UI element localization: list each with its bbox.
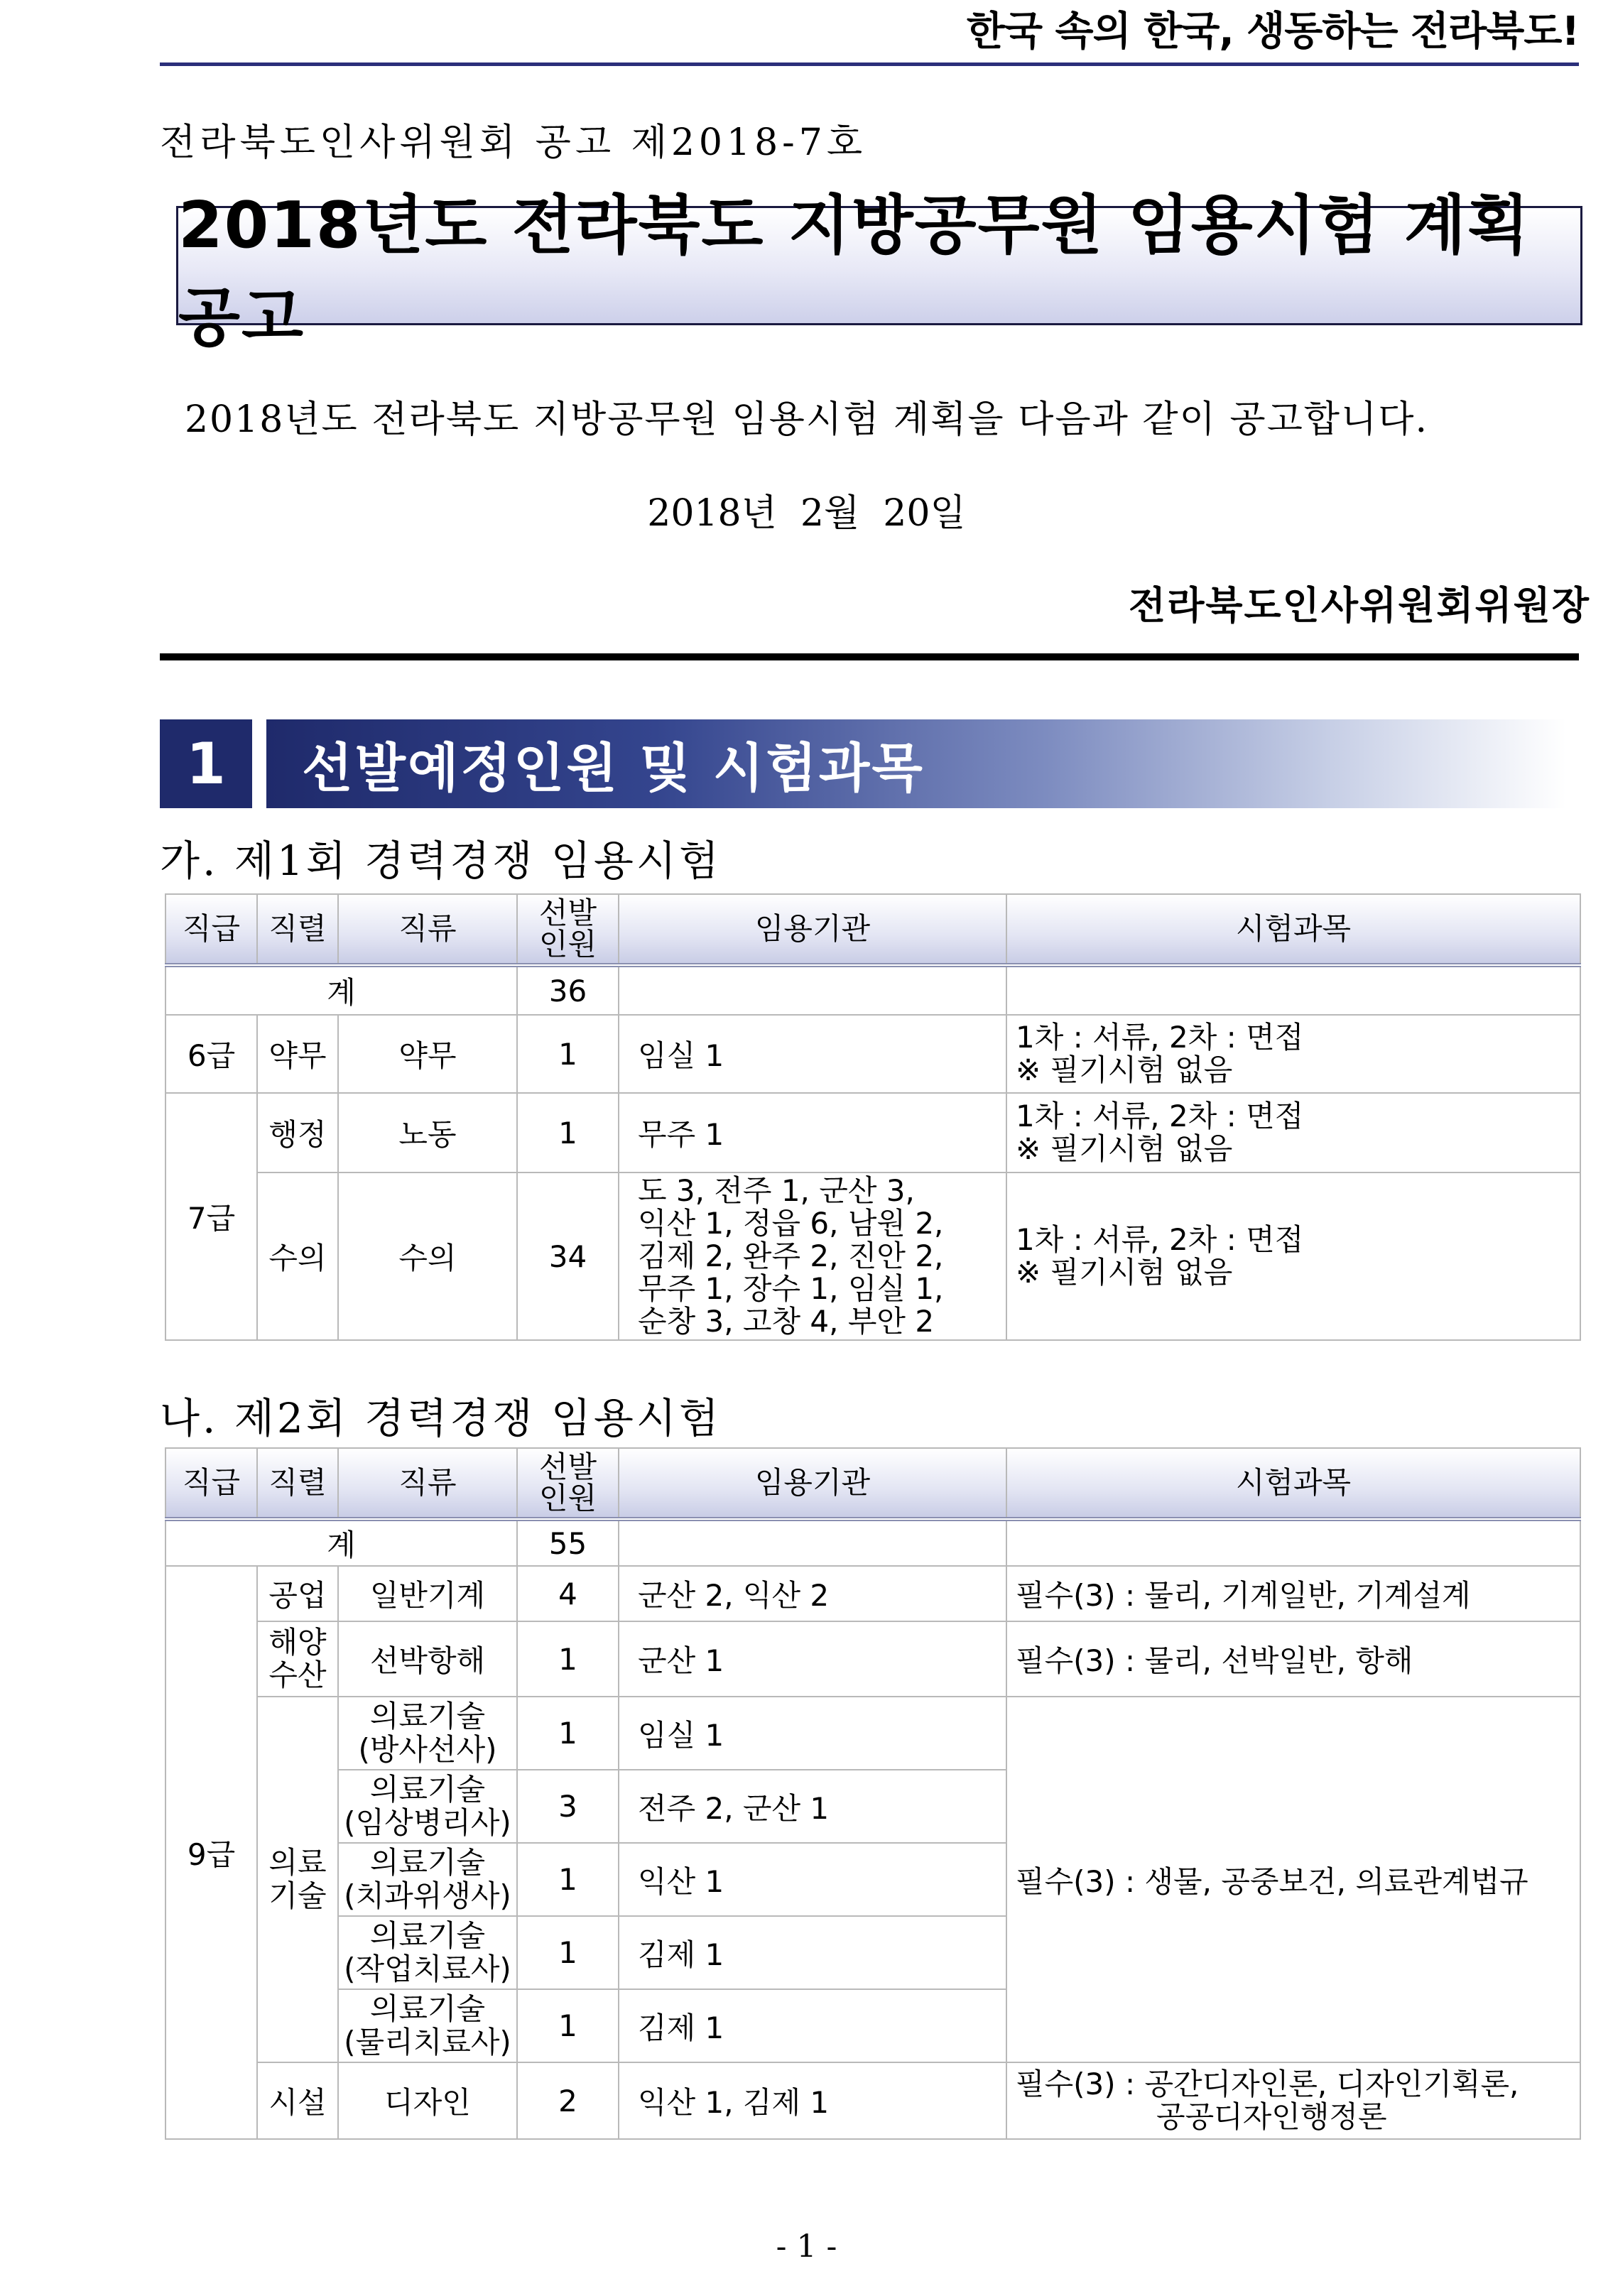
- subjects-cell: 1차 : 서류, 2차 : 면접 ※ 필기시험 없음: [1006, 1173, 1580, 1340]
- count-cell: 1: [517, 1015, 619, 1093]
- subjects-cell: 필수(3) : 물리, 기계일반, 기계설계: [1006, 1566, 1580, 1621]
- intro-text: 2018년도 전라북도 지방공무원 임용시험 계획을 다음과 같이 공고합니다.: [184, 398, 1429, 441]
- series-cell: 행정: [257, 1093, 338, 1173]
- header-count: 선발 인원: [517, 1448, 619, 1519]
- class-cell: 의료기술 (방사선사): [338, 1697, 517, 1770]
- class-cell: 약무: [338, 1015, 517, 1093]
- section-title: 선발예정인원 및 시험과목: [302, 737, 925, 799]
- subjects-cell: 1차 : 서류, 2차 : 면접 ※ 필기시험 없음: [1006, 1093, 1580, 1173]
- header-series: 직렬: [257, 1448, 338, 1519]
- header-class: 직류: [338, 894, 517, 965]
- signer: 전라북도인사위원회위원장: [1129, 582, 1590, 628]
- header-subjects: 시험과목: [1006, 1448, 1580, 1519]
- total-row: [165, 965, 1580, 1015]
- section-header: [266, 719, 1566, 808]
- table-row: [165, 1093, 1580, 1173]
- notice-number: 전라북도인사위원회 공고 제2018-7호: [160, 121, 867, 164]
- count-cell: 1: [517, 1989, 619, 2062]
- agency-cell: 임실 1: [619, 1697, 1006, 1770]
- header-subjects: 시험과목: [1006, 894, 1580, 965]
- class-cell: 디자인: [338, 2062, 517, 2139]
- agency-cell: 무주 1: [619, 1093, 1006, 1173]
- agency-cell: 도 3, 전주 1, 군산 3, 익산 1, 정읍 6, 남원 2, 김제 2, 완주 2, 진안 2, 무주 1, 장수 1, 임실 1, 순창 3, 고창 4, 부안 2: [619, 1173, 1006, 1340]
- notice-date: 2018년 2월 20일: [647, 492, 966, 535]
- header-rule: [160, 62, 1579, 66]
- agency-cell: 임실 1: [619, 1015, 1006, 1093]
- class-cell: 노동: [338, 1093, 517, 1173]
- series-cell: 약무: [257, 1015, 338, 1093]
- exam-2-table: [165, 1447, 1581, 2140]
- class-cell: 일반기계: [338, 1566, 517, 1621]
- series-cell: 시설: [257, 2062, 338, 2139]
- count-cell: 1: [517, 1621, 619, 1697]
- header-agency: 임용기관: [619, 894, 1006, 965]
- total-label: 계: [165, 1519, 517, 1566]
- page-title: 2018년도 전라북도 지방공무원 임용시험 계획 공고: [178, 188, 1531, 355]
- header-agency: 임용기관: [619, 1448, 1006, 1519]
- divider: [160, 653, 1579, 660]
- grade-cell: 7급: [165, 1093, 257, 1340]
- count-cell: 1: [517, 1843, 619, 1916]
- exam-1-table: [165, 893, 1581, 1341]
- page-number: - 1 -: [776, 2229, 837, 2265]
- count-cell: 4: [517, 1566, 619, 1621]
- agency-cell: 김제 1: [619, 1916, 1006, 1989]
- subheading-exam-2: 나. 제2회 경력경쟁 임용시험: [160, 1394, 722, 1442]
- total-row: [165, 1519, 1580, 1566]
- table-row: [165, 1173, 1580, 1340]
- count-cell: 1: [517, 1093, 619, 1173]
- class-cell: 선박항해: [338, 1621, 517, 1697]
- count-cell: 1: [517, 1697, 619, 1770]
- grade-cell: 6급: [165, 1015, 257, 1093]
- class-cell: 의료기술 (작업치료사): [338, 1916, 517, 1989]
- agency-cell: 군산 1: [619, 1621, 1006, 1697]
- agency-cell: 전주 2, 군산 1: [619, 1770, 1006, 1843]
- subjects-cell: 필수(3) : 공간디자인론, 디자인기획론, 공공디자인행정론: [1006, 2062, 1580, 2139]
- class-cell: 수의: [338, 1173, 517, 1340]
- header-count: 선발 인원: [517, 894, 619, 965]
- count-cell: 3: [517, 1770, 619, 1843]
- header-class: 직류: [338, 1448, 517, 1519]
- subjects-cell: 1차 : 서류, 2차 : 면접 ※ 필기시험 없음: [1006, 1015, 1580, 1093]
- count-cell: 1: [517, 1916, 619, 1989]
- series-cell: 해양 수산: [257, 1621, 338, 1697]
- header-grade: 직급: [165, 1448, 257, 1519]
- title-box: [176, 188, 1582, 355]
- section-number: 1: [160, 719, 252, 808]
- agency-cell: 익산 1: [619, 1843, 1006, 1916]
- series-cell: 수의: [257, 1173, 338, 1340]
- table-row: [165, 2062, 1580, 2139]
- subjects-cell: 필수(3) : 물리, 선박일반, 항해: [1006, 1621, 1580, 1697]
- subheading-exam-1: 가. 제1회 경력경쟁 임용시험: [160, 837, 722, 885]
- agency-cell: 김제 1: [619, 1989, 1006, 2062]
- agency-cell: 군산 2, 익산 2: [619, 1566, 1006, 1621]
- table-header-row: [165, 1448, 1580, 1519]
- agency-cell: 익산 1, 김제 1: [619, 2062, 1006, 2139]
- count-cell: 2: [517, 2062, 619, 2139]
- total-label: 계: [165, 965, 517, 1015]
- table-row: [165, 1566, 1580, 1621]
- subjects-cell: 필수(3) : 생물, 공중보건, 의료관계법규: [1006, 1697, 1580, 2062]
- table-row: [165, 1015, 1580, 1093]
- class-cell: 의료기술 (물리치료사): [338, 1989, 517, 2062]
- series-cell: 의료 기술: [257, 1697, 338, 2062]
- table-row: [165, 1621, 1580, 1697]
- header-series: 직렬: [257, 894, 338, 965]
- grade-cell: 9급: [165, 1566, 257, 2139]
- table-row: [165, 1697, 1580, 1770]
- total-count: 36: [517, 965, 619, 1015]
- slogan: 한국 속의 한국, 생동하는 전라북도!: [966, 9, 1579, 55]
- class-cell: 의료기술 (치과위생사): [338, 1843, 517, 1916]
- total-count: 55: [517, 1519, 619, 1566]
- class-cell: 의료기술 (임상병리사): [338, 1770, 517, 1843]
- series-cell: 공업: [257, 1566, 338, 1621]
- header-grade: 직급: [165, 894, 257, 965]
- count-cell: 34: [517, 1173, 619, 1340]
- table-header-row: [165, 894, 1580, 965]
